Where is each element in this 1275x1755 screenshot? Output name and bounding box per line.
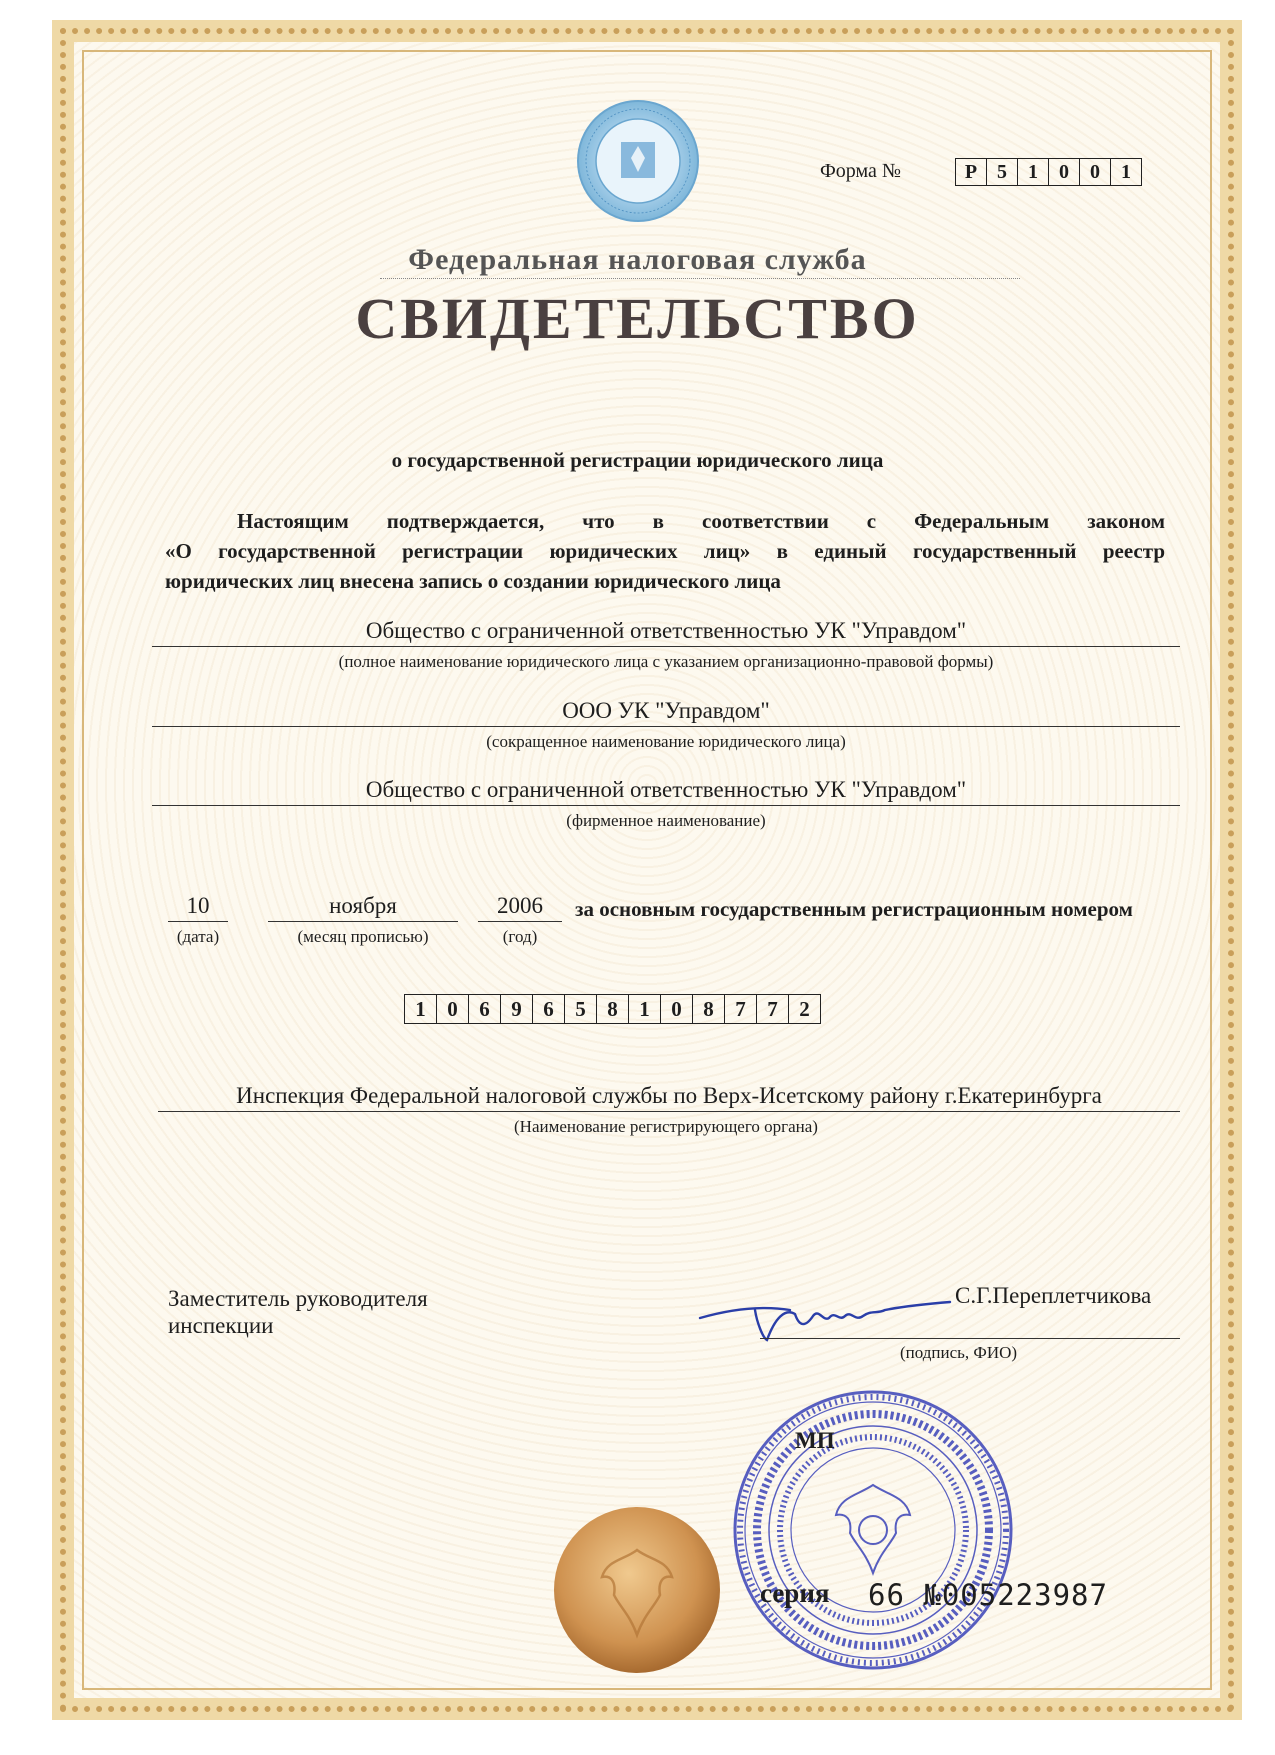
series-label: серия	[760, 1578, 830, 1608]
ogrn-label: за основным государственным регистрационным номером	[575, 897, 1133, 921]
intro-paragraph	[165, 506, 1165, 596]
ogrn-digit: 9	[501, 995, 533, 1023]
ogrn-digit: 6	[469, 995, 501, 1023]
ogrn-digit: 8	[693, 995, 725, 1023]
registering-authority-value: Инспекция Федеральной налоговой службы по Верх-Исетскому району г.Екатеринбурга	[158, 1083, 1180, 1112]
registration-year: 2006	[478, 893, 562, 922]
signer-name: С.Г.Переплетчикова	[955, 1283, 1152, 1308]
short-name-caption: (сокращенное наименование юридического лица)	[486, 732, 846, 751]
full-name-caption: (полное наименование юридического лица с указанием организационно-правовой формы)	[338, 652, 994, 671]
series-number: 66 №005223987	[868, 1578, 1108, 1612]
intro-line: юридических лиц внесена запись о создании юридического лица	[165, 569, 781, 593]
short-name-value: ООО УК "Управдом"	[152, 698, 1180, 727]
signer-position-line: Заместитель руководителя	[168, 1286, 428, 1311]
agency-name: Федеральная налоговая служба	[408, 243, 867, 276]
registration-month: ноября	[268, 893, 458, 922]
registration-day: 10	[168, 893, 228, 922]
registration-year-caption: (год)	[502, 927, 538, 946]
form-number-cell: 1	[1121, 160, 1131, 183]
hologram-emblem-icon	[575, 98, 701, 224]
ogrn-digit: 1	[629, 995, 661, 1023]
form-number-cell: 0	[1080, 159, 1111, 185]
gold-seal-icon	[552, 1505, 722, 1675]
firm-name-caption: (фирменное наименование)	[566, 811, 766, 830]
ogrn-digit: 5	[565, 995, 597, 1023]
form-number-cell: Р	[956, 159, 987, 185]
ogrn-digit: 2	[799, 996, 810, 1021]
registering-authority-caption: (Наименование регистрирующего органа)	[514, 1117, 818, 1136]
ogrn-digit: 0	[661, 995, 693, 1023]
form-number-cells	[955, 158, 1142, 186]
handwritten-signature-icon	[695, 1288, 955, 1348]
form-number-cell: 5	[987, 159, 1018, 185]
form-number-cell: 0	[1049, 159, 1080, 185]
firm-name-value: Общество с ограниченной ответственностью УК "Управдом"	[152, 777, 1180, 806]
stamp-placement-label: МП	[795, 1428, 835, 1453]
ogrn-digit: 7	[725, 995, 757, 1023]
full-name-value: Общество с ограниченной ответственностью УК "Управдом"	[152, 618, 1180, 647]
form-number-cell: 1	[1018, 159, 1049, 185]
ogrn-digit: 7	[757, 995, 789, 1023]
official-stamp-icon	[728, 1385, 1018, 1675]
ogrn-digit: 1	[405, 995, 437, 1023]
registration-month-caption: (месяц прописью)	[297, 927, 429, 946]
intro-line: Настоящим подтверждается, что в соответствии с Федеральным законом	[237, 509, 1165, 533]
registration-day-caption: (дата)	[176, 927, 220, 946]
document-title: СВИДЕТЕЛЬСТВО	[355, 286, 920, 351]
ogrn-cells	[404, 994, 821, 1024]
document-subtitle: о государственной регистрации юридического лица	[391, 448, 884, 472]
signature-caption: (подпись, ФИО)	[900, 1343, 1018, 1362]
signature-line	[760, 1338, 1180, 1339]
ogrn-digit: 6	[533, 995, 565, 1023]
agency-divider	[380, 278, 1020, 279]
signer-position-line: инспекции	[168, 1313, 274, 1338]
ogrn-digit: 8	[597, 995, 629, 1023]
form-number-label: Форма №	[820, 160, 901, 182]
intro-line: «О государственной регистрации юридических лиц» в единый государственный реестр	[165, 539, 1165, 563]
signer-position	[168, 1285, 428, 1339]
ogrn-digit: 0	[437, 995, 469, 1023]
